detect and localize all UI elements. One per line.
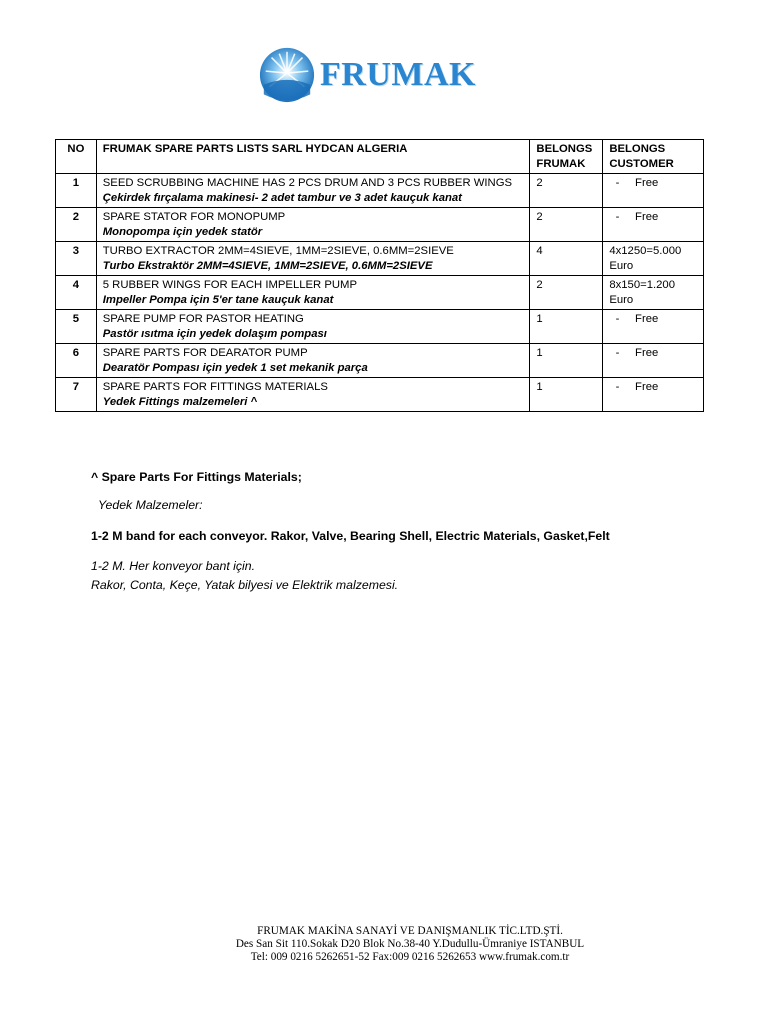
row-description — [96, 310, 530, 344]
row-customer: - Free — [603, 378, 704, 412]
row-desc-turkish: Çekirdek fırçalama makinesi- 2 adet tambur ve 3 adet kauçuk kanat — [102, 192, 462, 204]
company-footer — [150, 925, 670, 964]
row-no: 6 — [56, 344, 97, 378]
row-no: 1 — [56, 174, 97, 208]
row-customer: 8x150=1.200 Euro — [603, 276, 704, 310]
row-desc-english: SPARE PARTS FOR FITTINGS MATERIALS — [102, 381, 328, 393]
row-desc-english: SPARE STATOR FOR MONOPUMP — [102, 211, 286, 223]
row-customer: - Free — [603, 208, 704, 242]
row-frumak-qty: 2 — [530, 174, 603, 208]
row-desc-english: TURBO EXTRACTOR 2MM=4SIEVE, 1MM=2SIEVE, 0.6MM=2SIEVE — [102, 245, 454, 257]
table-row — [56, 208, 704, 242]
row-description — [96, 276, 530, 310]
row-frumak-qty: 1 — [530, 378, 603, 412]
table-header-row — [56, 140, 704, 174]
row-customer: - Free — [603, 344, 704, 378]
header-no: NO — [56, 140, 97, 174]
row-desc-english: 5 RUBBER WINGS FOR EACH IMPELLER PUMP — [102, 279, 357, 291]
row-desc-english: SEED SCRUBBING MACHINE HAS 2 PCS DRUM AND 3 PCS RUBBER WINGS — [102, 177, 513, 189]
table-row — [56, 310, 704, 344]
row-no: 3 — [56, 242, 97, 276]
row-desc-english: SPARE PARTS FOR DEARATOR PUMP — [102, 347, 308, 359]
row-description — [96, 208, 530, 242]
notes-section — [91, 468, 711, 595]
notes-english: 1-2 M band for each conveyor. Rakor, Valve, Bearing Shell, Electric Materials, Gasket,Felt — [91, 529, 610, 543]
header-belongs-customer: BELONGS CUSTOMER — [603, 140, 704, 174]
notes-turkish-line2: Rakor, Conta, Keçe, Yatak bilyesi ve Elektrik malzemesi. — [91, 578, 399, 592]
row-frumak-qty: 1 — [530, 344, 603, 378]
row-frumak-qty: 2 — [530, 276, 603, 310]
table-row — [56, 344, 704, 378]
row-customer: - Free — [603, 310, 704, 344]
notes-turkish-line1: 1-2 M. Her konveyor bant için. — [91, 559, 256, 573]
header-title: FRUMAK SPARE PARTS LISTS SARL HYDCAN ALGERIA — [96, 140, 530, 174]
sunburst-logo-icon — [258, 46, 316, 104]
row-desc-turkish: Monopompa için yedek statör — [102, 226, 263, 238]
frumak-logo — [258, 44, 518, 106]
header-belongs-frumak: BELONGS FRUMAK — [530, 140, 603, 174]
row-desc-english: SPARE PUMP FOR PASTOR HEATING — [102, 313, 304, 325]
row-description — [96, 174, 530, 208]
brand-name: FRUMAK — [320, 56, 476, 93]
row-frumak-qty: 2 — [530, 208, 603, 242]
table-row — [56, 378, 704, 412]
notes-heading: ^ Spare Parts For Fittings Materials; — [91, 470, 302, 484]
row-desc-turkish: Turbo Ekstraktör 2MM=4SIEVE, 1MM=2SIEVE, 0.6MM=2SIEVE — [102, 260, 433, 272]
row-description — [96, 242, 530, 276]
row-frumak-qty: 1 — [530, 310, 603, 344]
table-row — [56, 242, 704, 276]
row-description — [96, 378, 530, 412]
row-frumak-qty: 4 — [530, 242, 603, 276]
notes-subheading: Yedek Malzemeler: — [98, 498, 203, 512]
row-desc-turkish: Dearatör Pompası için yedek 1 set mekanik parça — [102, 362, 368, 374]
row-customer: - Free — [603, 174, 704, 208]
footer-address: Des San Sit 110.Sokak D20 Blok No.38-40 Y.Dudullu-Ümraniye ISTANBUL — [235, 938, 585, 950]
row-desc-turkish: Impeller Pompa için 5'er tane kauçuk kanat — [102, 294, 334, 306]
spare-parts-table — [55, 139, 704, 412]
row-desc-turkish: Yedek Fittings malzemeleri ^ — [102, 396, 258, 408]
row-description — [96, 344, 530, 378]
row-desc-turkish: Pastör ısıtma için yedek dolaşım pompası — [102, 328, 327, 340]
table-row — [56, 174, 704, 208]
row-no: 5 — [56, 310, 97, 344]
row-customer: 4x1250=5.000 Euro — [603, 242, 704, 276]
row-no: 7 — [56, 378, 97, 412]
footer-company-name: FRUMAK MAKİNA SANAYİ VE DANIŞMANLIK TİC.LTD.ŞTİ. — [257, 925, 563, 937]
footer-contact: Tel: 009 0216 5262651-52 Fax:009 0216 5262653 www.frumak.com.tr — [250, 951, 570, 963]
row-no: 2 — [56, 208, 97, 242]
table-row — [56, 276, 704, 310]
row-no: 4 — [56, 276, 97, 310]
